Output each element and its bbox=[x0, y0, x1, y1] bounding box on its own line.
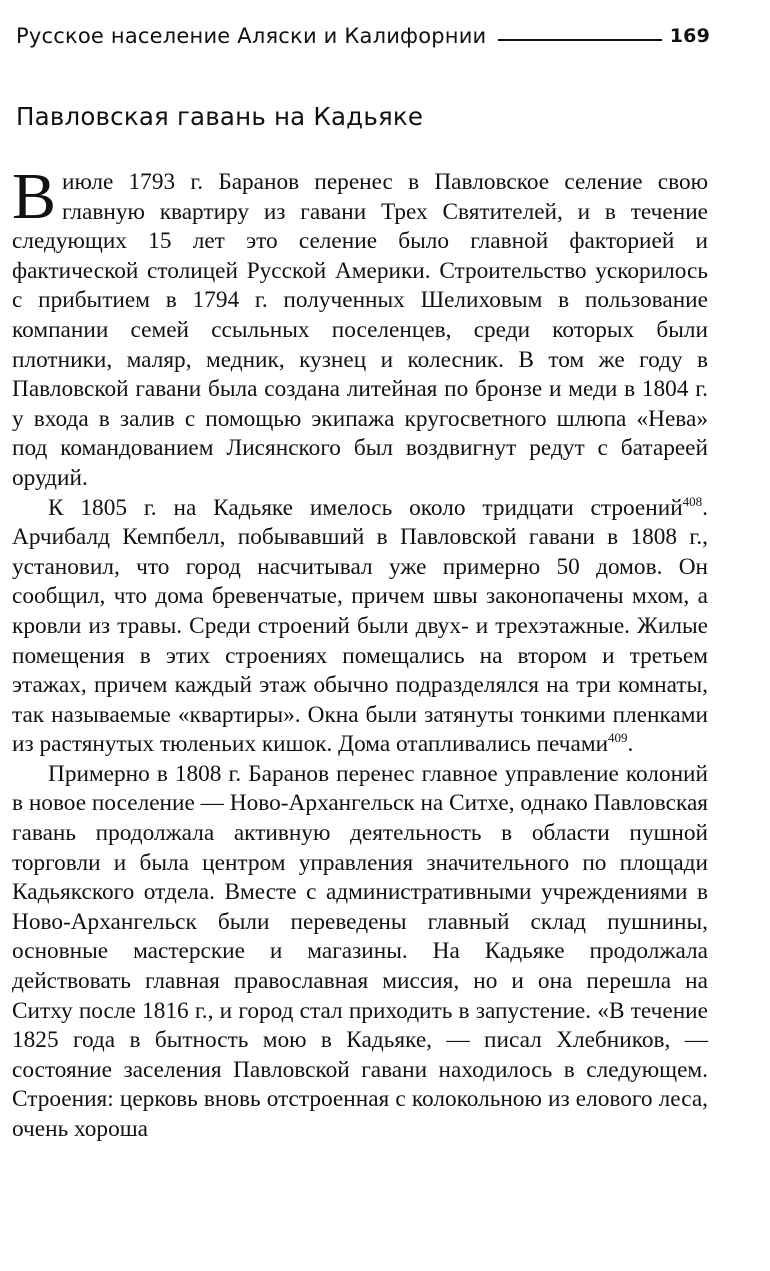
paragraph-3-text: Примерно в 1808 г. Баранов перенес главное управление колоний в новое поселение — Ново-Архангельск на Ситхе, однако Павловская гавань продолжала активную деятельность в области пушной торговли и была центром управления значительного по площади Кадьякского отдела. Вместе с административными учреждениями в Ново-Архангельск были переведены главный склад пушнины, основные мастерские и магазины. На Кадьяке продолжала действовать главная православная миссия, но и она перешла на Ситху после 1816 г., и город стал приходить в запустение. «В течение 1825 года в бытность мою в Кадьяке, — писал Хлебников, — состояние заселения Павловской гавани находилось в следующем. Строения: церковь вновь отстроенная с колокольною из елового леса, очень хороша bbox=[12, 760, 708, 1142]
footnote-ref-409: 409 bbox=[608, 730, 628, 746]
footnote-ref-408: 408 bbox=[682, 493, 703, 509]
paragraph-2 bbox=[12, 494, 708, 760]
page-number: 169 bbox=[669, 25, 710, 47]
paragraph-2-text-b: . Арчибалд Кемпбелл, побывавший в Павловской гавани в 1808 г., установил, что город насчитывал уже примерно 50 домов. Он сообщил, что дома бревенчатые, причем швы законопачены мхом, а кровли из травы. Среди строений были двух- и трехэтажные. Жилые помещения в этих строениях помещались на втором и третьем этажах, причем каждый этаж обычно подразделялся на три комнаты, так называемые «квартиры». Окна были затянуты тонкими пленками из растянутых тюленьих кишок. Дома отапливались печами bbox=[12, 494, 708, 758]
running-head bbox=[16, 24, 710, 48]
section-title: Павловская гавань на Кадьяке bbox=[16, 102, 424, 131]
running-title: Русское население Аляски и Калифорнии bbox=[16, 24, 487, 48]
dropcap: В bbox=[12, 160, 57, 233]
body-text bbox=[12, 160, 708, 1145]
paragraph-1 bbox=[12, 160, 708, 494]
paragraph-1-text: июле 1793 г. Баранов перенес в Павловское селение свою главную квартиру из гавани Трех Святителей, и в течение следующих 15 лет это селение было главной факторией и фактической столицей Русской Америки. Строительство ускорилось с прибытием в 1794 г. полученных Шелиховым в пользование компании семей ссыльных поселенцев, среди которых были плотники, маляр, медник, кузнец и колесник. В том же году в Павловской гавани была создана литейная по бронзе и меди в 1804 г. у входа в залив с помощью экипажа кругосветного шлюпа «Нева» под командованием Лисянского был воздвигнут редут с батареей орудий. bbox=[12, 169, 708, 491]
paragraph-2-text-a: К 1805 г. на Кадьяке имелось около тридцати строений bbox=[48, 494, 683, 521]
paragraph-2-text-c: . bbox=[627, 731, 634, 758]
header-rule bbox=[498, 39, 661, 41]
paragraph-3 bbox=[12, 760, 708, 1145]
